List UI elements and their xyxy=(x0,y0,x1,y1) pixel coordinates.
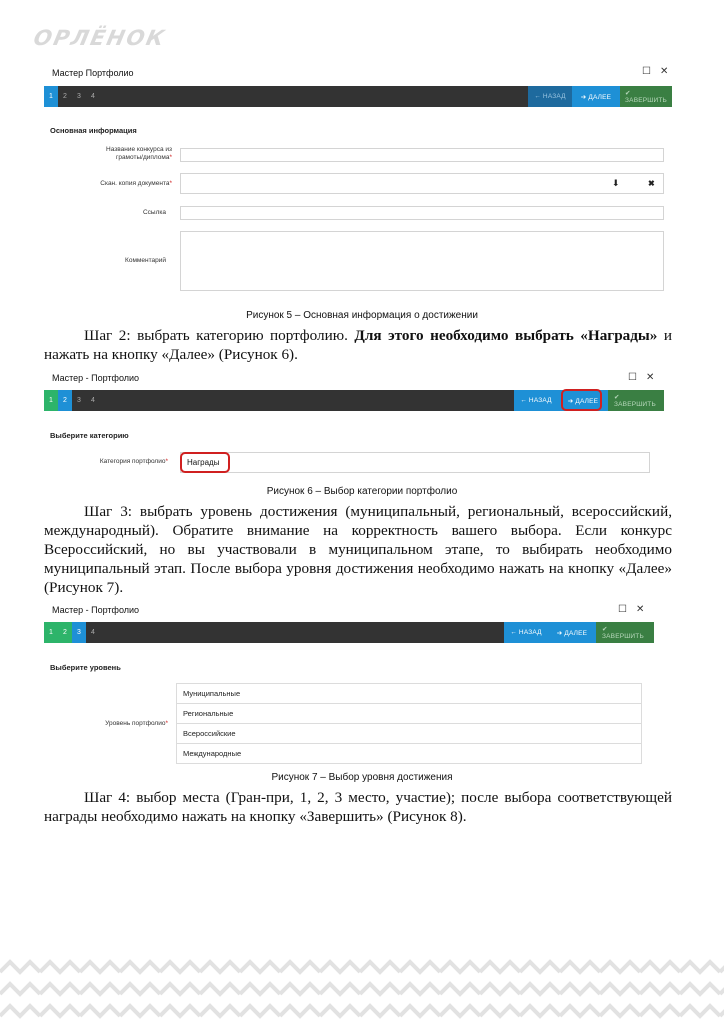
window-title: Мастер - Портфолио xyxy=(52,373,140,383)
next-button[interactable]: ➔ ДАЛЕЕ xyxy=(558,390,608,411)
link-input[interactable] xyxy=(180,206,664,220)
list-item[interactable]: Всероссийские xyxy=(177,724,641,744)
step-3[interactable]: 3 xyxy=(77,397,81,404)
step2-paragraph: Шаг 2: выбрать категорию портфолию. Для этого необходимо выбрать «Награды» и нажать на кнопку «Далее» (Рисунок 6). xyxy=(44,327,672,363)
footer-ornament xyxy=(0,958,724,1024)
step-1[interactable]: 1 xyxy=(44,86,58,107)
figure-caption: Рисунок 7 – Выбор уровня достижения xyxy=(271,772,453,783)
maximize-icon[interactable]: ☐ xyxy=(642,66,651,77)
step-2[interactable]: 2 xyxy=(58,622,72,643)
finish-button[interactable]: ✔ ЗАВЕРШИТЬ xyxy=(620,86,672,107)
list-item[interactable]: Международные xyxy=(177,744,641,764)
section-title: Основная информация xyxy=(50,126,137,135)
step-4[interactable]: 4 xyxy=(91,397,95,404)
brand-logo: ОРЛЁНОК xyxy=(31,26,169,50)
close-icon[interactable]: ✕ xyxy=(636,604,645,615)
step-3[interactable]: 3 xyxy=(72,622,86,643)
figure-caption: Рисунок 6 – Выбор категории портфолио xyxy=(266,486,458,497)
wizard-step-bar xyxy=(44,622,654,643)
category-selected-value[interactable]: Награды xyxy=(180,452,230,473)
back-button[interactable]: ← НАЗАД xyxy=(514,390,558,411)
scan-label: Скан. копия документа* xyxy=(100,180,172,187)
scan-input[interactable] xyxy=(180,173,664,194)
step-4[interactable]: 4 xyxy=(91,629,95,636)
category-label: Категория портфолио* xyxy=(99,458,168,465)
window-title: Мастер Портфолио xyxy=(52,68,134,78)
link-label: Ссылка xyxy=(142,209,166,216)
back-button[interactable]: ← НАЗАД xyxy=(504,622,548,643)
section-title: Выберите уровень xyxy=(50,663,121,672)
contest-name-input[interactable] xyxy=(180,148,664,162)
wizard-step-bar xyxy=(44,86,672,107)
back-button[interactable]: ← НАЗАД xyxy=(528,86,572,107)
comment-label: Комментарий xyxy=(125,257,166,264)
clear-icon[interactable]: ✖ xyxy=(648,179,655,188)
section-title: Выберите категорию xyxy=(50,431,129,440)
list-item[interactable]: Муниципальные xyxy=(177,684,641,704)
close-icon[interactable]: ✕ xyxy=(646,372,655,383)
step-2[interactable]: 2 xyxy=(63,93,67,100)
step-3[interactable]: 3 xyxy=(77,93,81,100)
next-button-highlight xyxy=(561,389,602,411)
step-1[interactable]: 1 xyxy=(44,622,58,643)
category-select[interactable] xyxy=(180,452,650,473)
finish-button[interactable]: ✔ ЗАВЕРШИТЬ xyxy=(608,390,664,411)
finish-button[interactable]: ✔ ЗАВЕРШИТЬ xyxy=(596,622,654,643)
step-2[interactable]: 2 xyxy=(58,390,72,411)
upload-icon[interactable]: ⬇ xyxy=(612,178,620,188)
step-4[interactable]: 4 xyxy=(91,93,95,100)
step-1[interactable]: 1 xyxy=(44,390,58,411)
window-title: Мастер - Портфолио xyxy=(52,605,140,615)
close-icon[interactable]: ✕ xyxy=(660,66,669,77)
list-item[interactable]: Региональные xyxy=(177,704,641,724)
step4-paragraph: Шаг 4: выбор места (Гран-при, 1, 2, 3 место, участие); после выбора соответствующей награды необходимо нажать на кнопку «Завершить» (Рисунок 8). xyxy=(44,789,672,825)
level-label: Уровень портфолио* xyxy=(105,720,168,727)
comment-textarea[interactable] xyxy=(180,231,664,291)
figure-caption: Рисунок 5 – Основная информация о достижении xyxy=(246,310,478,321)
contest-name-label: Название конкурса из грамоты/диплома* xyxy=(106,146,172,161)
maximize-icon[interactable]: ☐ xyxy=(628,372,637,383)
next-button[interactable]: ➔ ДАЛЕЕ xyxy=(572,86,620,107)
next-button[interactable]: ➔ ДАЛЕЕ xyxy=(548,622,596,643)
maximize-icon[interactable]: ☐ xyxy=(618,604,627,615)
step3-paragraph: Шаг 3: выбрать уровень достижения (муниципальный, региональный, всероссийский, международный). Обратите внимание на корректность вашего выбора. Если конкурс Всероссийский, но вы участвовали в муниципальном этапе, то выбирать необходимо муниципальный этап. После выбора уровня достижения необходимо нажать на кнопку «Далее» (Рисунок 7). xyxy=(44,503,672,596)
level-list xyxy=(176,683,642,764)
